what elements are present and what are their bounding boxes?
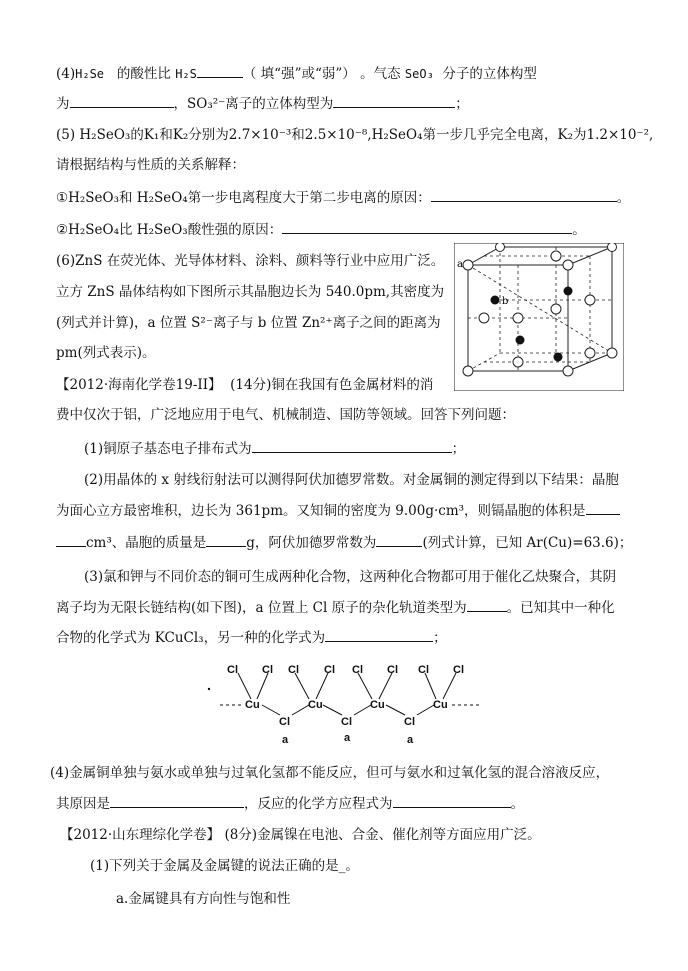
q4-text2: （ 填“强”或“弱”） 。气态 [242, 66, 401, 82]
bond-line [417, 705, 434, 715]
s-ion-atom [463, 366, 473, 376]
hainan-q4-blank2[interactable] [393, 794, 511, 808]
hainan-q4-line2 [56, 794, 524, 813]
hainan-q2-text: 为面心立方最密堆积，边长为 361pm。又知铜的密度为 9.00g·cm³，则镉晶胞的体积是 [56, 503, 586, 519]
zn-ion-atom [554, 353, 563, 362]
cl-atom: Cl [288, 664, 299, 676]
bond-line [292, 705, 309, 715]
hainan-q1 [84, 439, 465, 458]
bond-line [425, 673, 436, 699]
s-ion-atom [563, 260, 573, 270]
zn-ion-atom [564, 287, 573, 296]
bond-line [295, 673, 309, 699]
s-ion-atom [463, 260, 473, 270]
bond-line [386, 705, 405, 715]
q4-num: (4) [56, 66, 76, 82]
label-b: b [502, 296, 509, 307]
cu-atom: Cu [370, 699, 385, 711]
bond-line [323, 705, 342, 715]
hainan-q3-line2 [56, 598, 615, 617]
q4-blank1[interactable] [197, 64, 243, 78]
hainan-q1-text: (1)铜原子基态电子排布式为 [84, 441, 252, 457]
hainan-q2-line1: (2)用晶体的 x 射线衍射法可以测得阿伏加德罗常数。对金属铜的测定得到以下结果：晶胞 [84, 472, 619, 488]
zn-ion-atom [491, 296, 500, 305]
zns-unit-cell-diagram [454, 243, 624, 391]
hainan-q2-blank2[interactable] [206, 533, 246, 547]
cu-atom: Cu [245, 699, 260, 711]
q5-blank1[interactable] [431, 188, 617, 202]
hainan-q3-line3 [56, 628, 447, 647]
q4-text3: 分子的立体构型 [442, 66, 537, 82]
hainan-q4-line1: (4)金属铜单独与氨水或单独与过氧化氢都不能反应，但可与氨水和过氧化氢的混合溶液反应， [50, 765, 610, 781]
hainan-q3-line1: (3)氯和钾与不同价态的铜可生成两种化合物，这两种化合物都可用于催化乙炔聚合，其阴 [84, 569, 617, 585]
q4-blank2[interactable] [70, 94, 174, 108]
shandong-intro: (8分)金属镍在电池、合金、催化剂等方面应用广泛。 [220, 827, 541, 843]
hainan-q3-end: ； [433, 630, 447, 646]
q5-line1: (5) H₂SeO₃的K₁和K₂分别为2.7×10⁻³和2.5×10⁻⁸,H₂SeO₄第一步几乎完全电离，K₂为1.2×10⁻², [56, 127, 654, 143]
q5-reason1: ①H₂SeO₃和 H₂SeO₄第一步电离程度大于第二步电离的原因： [56, 190, 431, 206]
hainan-q4-text2: ，反应的化学方应程式为 [244, 796, 393, 812]
q5-end1: 。 [616, 190, 631, 206]
s-ion-atom [479, 313, 489, 323]
cl-atom: Cl [453, 664, 464, 676]
bond-line [238, 673, 251, 699]
position-a-label: a [407, 734, 414, 746]
grid-line [468, 265, 612, 353]
q4-text1: 的酸性比 [116, 66, 171, 82]
q6-line3: (列式并计算)，a 位置 S²⁻离子与 b 位置 Zn²⁺离子之间的距离为 [56, 315, 441, 331]
q6-line2: 立方 ZnS 晶体结构如下图所示其晶胞边长为 540.0pm,其密度为 [56, 284, 445, 300]
hainan-q2-text4: (列式计算，已知 Ar(Cu)=63.6)； [422, 535, 633, 551]
cl-bridge-atom: Cl [279, 716, 290, 728]
q4-h2s: H₂S [175, 67, 197, 81]
s-ion-atom [513, 357, 523, 367]
cl-atom: Cl [262, 664, 273, 676]
q4-h2se: H₂Se [75, 67, 105, 81]
bond-line [358, 673, 372, 699]
position-a-label: a [344, 732, 351, 744]
q4-text6: ； [455, 96, 469, 112]
q5-line4 [56, 220, 586, 239]
q5-line2: 请根据结构与性质的关系解释： [56, 157, 245, 173]
hainan-q4-text3: 。 [510, 796, 524, 812]
s-ion-atom [513, 313, 523, 323]
q4-seo3: SeO₃ [404, 67, 434, 81]
cl-atom: Cl [418, 664, 429, 676]
s-ion-atom [585, 295, 595, 305]
q4-text5: ，SO₃²⁻离子的立体构型为 [173, 96, 334, 112]
s-ion-atom [607, 348, 617, 358]
q4-line1 [56, 64, 537, 83]
shandong-line1 [60, 826, 541, 844]
hainan-q1-blank[interactable] [252, 439, 452, 453]
position-a-label: a [282, 734, 289, 746]
s-ion-atom [608, 243, 617, 252]
hainan-q2-blank1b[interactable] [56, 533, 86, 547]
s-ion-atom [551, 304, 561, 314]
s-ion-atom [496, 243, 505, 252]
q5-blank2[interactable] [282, 220, 572, 234]
zn-ion-atom [516, 336, 525, 345]
hainan-header: 【2012·海南化学卷19-II】 [56, 377, 222, 393]
hainan-intro1: (14分)铜在我国有色金属材料的消 [230, 377, 434, 393]
cucl-chain-diagram [200, 663, 495, 747]
s-ion-atom [551, 251, 561, 261]
cl-bridge-atom: Cl [404, 716, 415, 728]
bond-line [379, 673, 392, 699]
hainan-q2-blank1[interactable] [586, 501, 620, 515]
s-ion-atom [585, 348, 595, 358]
hainan-q3-blank2[interactable] [325, 628, 433, 642]
cl-atom: Cl [324, 664, 335, 676]
stray-dot [208, 688, 210, 690]
shandong-q1: (1)下列关于金属及金属键的说法正确的是_。 [90, 858, 359, 874]
cl-atom: Cl [352, 664, 363, 676]
bond-line [257, 673, 268, 699]
hainan-q2-line2 [56, 501, 620, 520]
bond-line [262, 705, 280, 715]
q4-line2 [56, 94, 469, 113]
hainan-q4-blank1[interactable] [110, 794, 244, 808]
q6-line4: pm(列式表示)。 [56, 345, 156, 361]
hainan-q3-text3: 合物的化学式为 KCuCl₃，另一种的化学式为 [56, 630, 326, 646]
hainan-line1 [56, 376, 433, 394]
hainan-q3-text2: 。已知其中一种化 [506, 600, 615, 616]
hainan-intro2: 费中仅次于铝，广泛地应用于电气、机械制造、国防等领域。回答下列问题： [56, 407, 515, 423]
q4-blank3[interactable] [333, 94, 455, 108]
q6-line1: (6)ZnS 在荧光体、光导体材料、涂料、颜料等行业中应用广泛。 [56, 253, 445, 269]
q5-line3 [56, 188, 630, 207]
label-a: a [457, 259, 463, 270]
hainan-q2-blank3[interactable] [376, 533, 422, 547]
hainan-q2-line3 [56, 533, 632, 552]
s-ion-atom [563, 366, 573, 376]
bond-line [316, 673, 328, 699]
shandong-option-a: a.金属键具有方向性与饱和性 [116, 891, 291, 907]
cu-atom: Cu [433, 699, 448, 711]
cl-atom: Cl [227, 664, 238, 676]
q4-text4: 为 [56, 96, 70, 112]
shandong-header: 【2012·山东理综化学卷】 [60, 827, 221, 843]
hainan-q3-blank1[interactable] [467, 598, 507, 612]
hainan-q4-text1: 其原因是 [56, 796, 110, 812]
hainan-q1-end: ； [451, 441, 466, 457]
hainan-q3-text: 离子均为无限长链结构(如下图)，a 位置上 Cl 原子的杂化轨道类型为 [56, 600, 467, 616]
bond-line [354, 705, 371, 715]
q5-reason2: ②H₂SeO₄比 H₂SeO₃酸性强的原因： [56, 222, 283, 238]
cu-atom: Cu [308, 699, 323, 711]
hainan-q2-text3: g，阿伏加德罗常数为 [246, 535, 377, 551]
bond-line [443, 673, 456, 699]
q5-end2: 。 [572, 222, 586, 238]
cl-atom: Cl [387, 664, 398, 676]
cl-bridge-atom: Cl [341, 716, 352, 728]
hainan-q2-text2: cm³、晶胞的质量是 [86, 535, 207, 551]
